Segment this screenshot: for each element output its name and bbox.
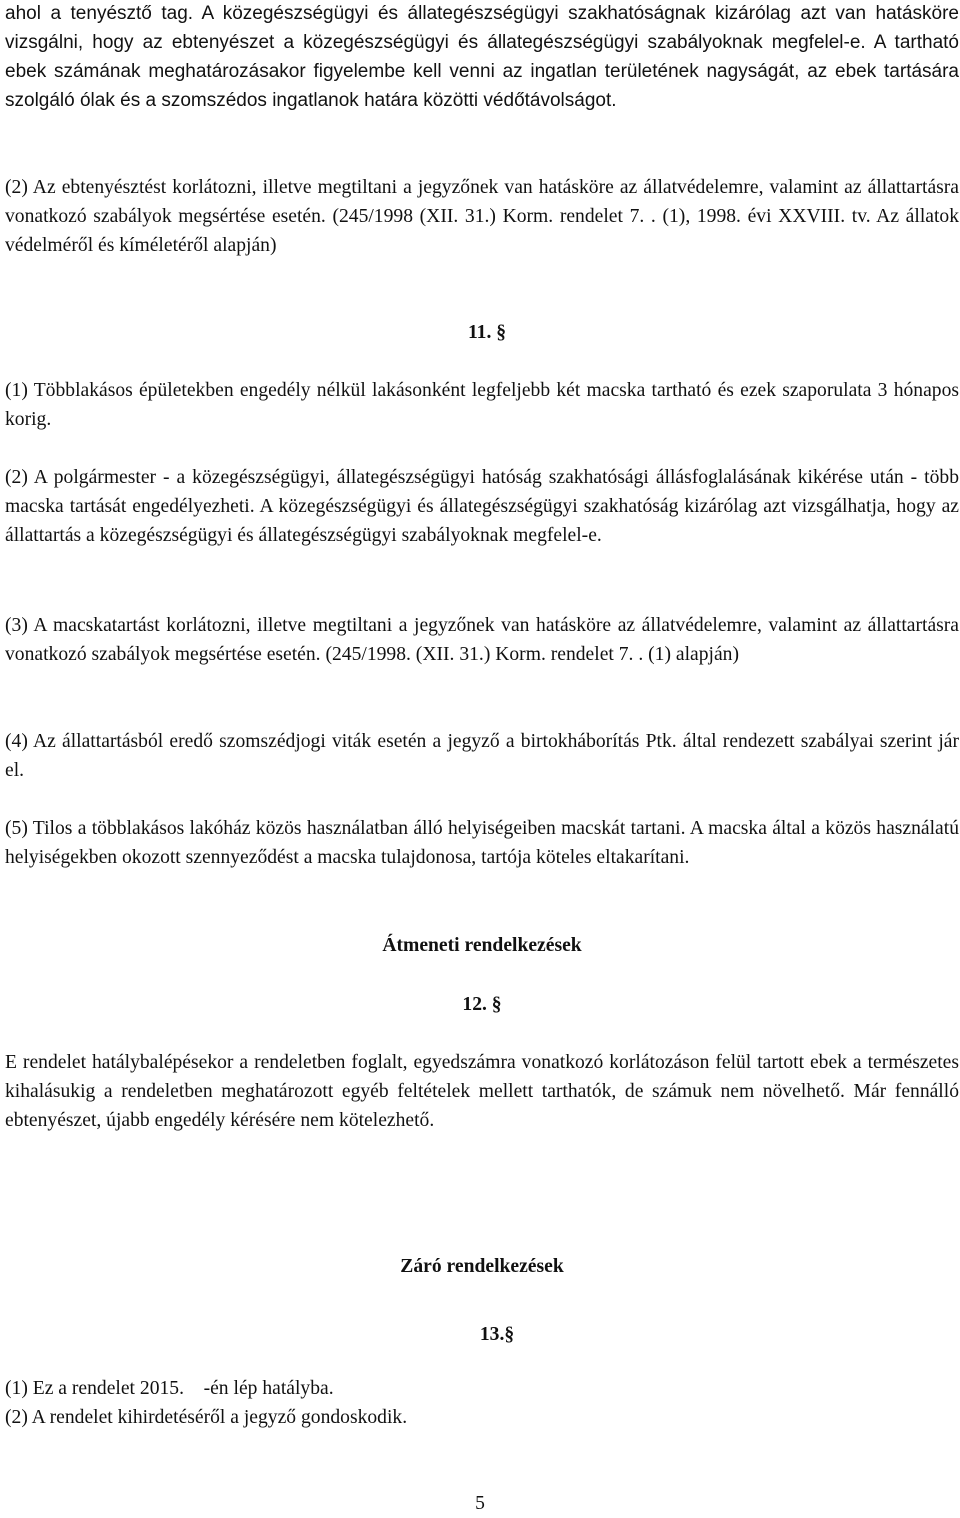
paragraph-11-2: (2) A polgármester - a közegészségügyi, állategészségügyi hatóság szakhatósági állásfoglalásának kikérése után - több macska tartását engedélyezheti. A közegészségügyi és állategészségügyi szakhatóság kizárólag azt vizsgálhatja, hogy az állattartás a közegészségügyi és állategészségügyi szabályoknak megfelel-e.	[5, 467, 959, 546]
page-number: 5	[475, 1493, 485, 1514]
section-11-title: 11. §	[467, 322, 507, 343]
paragraph-13-1: (1) Ez a rendelet 2015. -én lép hatályba.	[5, 1378, 334, 1399]
section-13-title: 13.§	[479, 1324, 515, 1345]
heading-transitional: Átmeneti rendelkezések	[382, 935, 582, 956]
section-12-title: 12. §	[462, 994, 502, 1015]
paragraph-12: E rendelet hatálybalépésekor a rendeletben foglalt, egyedszámra vonatkozó korlátozáson felül tartott ebek a természetes kihalásukig a rendeletben meghatározott egyéb feltételek mellett tarthatók, de számuk nem növelhető. Már fennálló ebtenyészet, újabb engedély kérésére nem kötelezhető.	[5, 1052, 959, 1131]
heading-closing: Záró rendelkezések	[400, 1256, 564, 1277]
paragraph-11-3: (3) A macskatartást korlátozni, illetve megtiltani a jegyzőnek van hatásköre az állatvédelemre, valamint az állattartásra vonatkozó szabályok megsértése esetén. (245/1998. (XII. 31.) Korm. rendelet 7. . (1) alapján)	[5, 615, 959, 665]
paragraph-11-1: (1) Többlakásos épületekben engedély nélkül lakásonként legfeljebb két macska tartható és ezek szaporulata 3 hónapos korig.	[5, 380, 959, 430]
paragraph-10-2: (2) Az ebtenyésztést korlátozni, illetve megtiltani a jegyzőnek van hatásköre az állatvédelemre, valamint az állattartásra vonatkozó szabályok megsértése esetén. (245/1998 (XII. 31.) Korm. rendelet 7. . (1), 1998. évi XXVIII. tv. Az állatok védelméről és kíméletéről alapján)	[5, 177, 959, 256]
paragraph-13-2: (2) A rendelet kihirdetéséről a jegyző gondoskodik.	[5, 1407, 408, 1428]
paragraph-intro: ahol a tenyésztő tag. A közegészségügyi és állategészségügyi szakhatóságnak kizárólag azt van hatásköre vizsgálni, hogy az ebtenyészet a közegészségügyi és állategészségügyi szabályoknak megfelel-e. A tartható ebek számának meghatározásakor figyelembe kell venni az ingatlan területének nagyságát, az ebek tartására szolgáló ólak és a szomszédos ingatlanok határa közötti védőtávolságot.	[5, 3, 959, 111]
paragraph-11-5: (5) Tilos a többlakásos lakóház közös használatban álló helyiségeiben macskát tartani. A macska által a közös használatú helyiségekben okozott szennyeződést a macska tulajdonosa, tartója köteles eltakarítani.	[5, 818, 959, 868]
paragraph-11-4: (4) Az állattartásból eredő szomszédjogi viták esetén a jegyző a birtokháborítás Ptk. által rendezett szabályai szerint jár el.	[5, 731, 959, 781]
